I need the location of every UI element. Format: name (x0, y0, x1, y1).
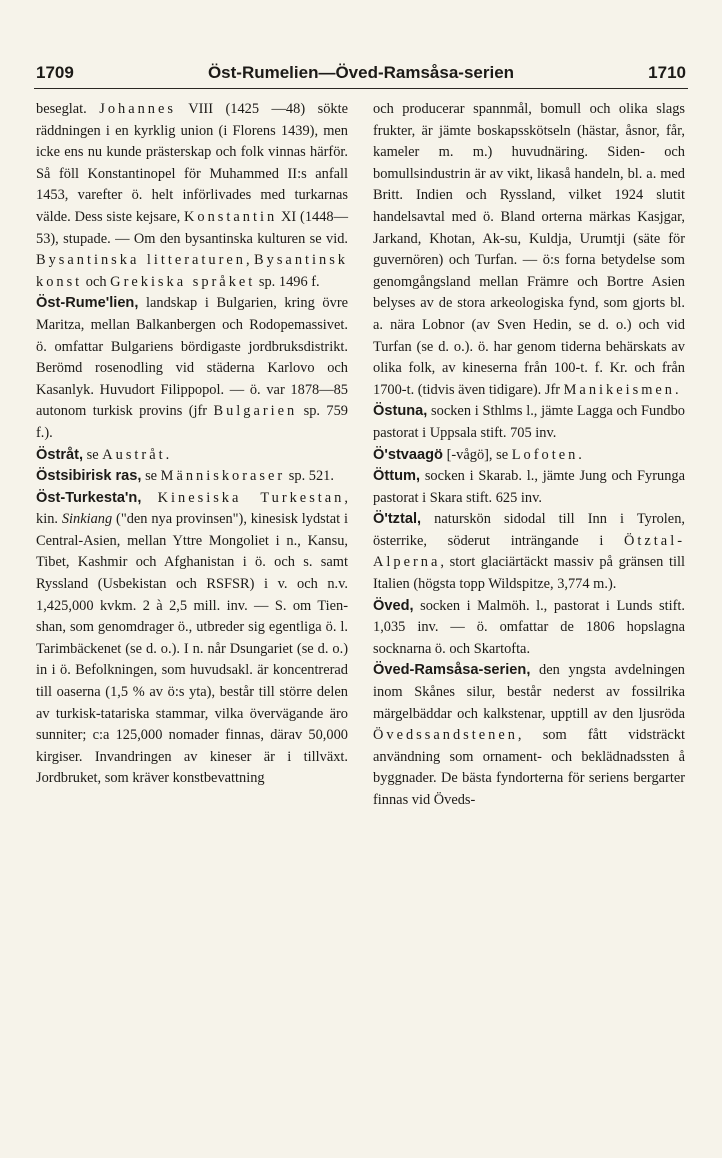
entry-text: och (82, 273, 111, 290)
entry-text: landskap i Bulgarien, kring övre Maritza, mellan Balkanbergen och Rodopemassivet. ö. omfattar Bulgariens bördigaste jordbruksdistrikt. Berömd rosenodling vid städerna Karlovo och Kasanlyk. Huvudort Filippopol. — ö. var 1878—85 autonom turkisk provins (jfr (36, 295, 348, 420)
cross-reference: Bysantinsk konst (36, 252, 348, 290)
entry-oztal (373, 509, 685, 595)
column-left (36, 99, 348, 790)
headword: Öttum, (373, 468, 421, 485)
entry-ost-rumelien (36, 293, 348, 444)
cross-reference: Johannes (99, 101, 176, 117)
entry-text: [-vågö], se (442, 446, 512, 463)
entry-bysantinska-continued (36, 99, 348, 293)
entry-ottum (373, 466, 685, 509)
entry-ost-turkestan (36, 488, 348, 790)
headword: Östuna, (373, 403, 428, 420)
headword: Östsibirisk ras, (36, 468, 142, 485)
cross-reference: Kinesiska Turkestan (157, 489, 345, 506)
entry-text (141, 490, 157, 506)
cross-reference: Grekiska språket (110, 273, 256, 290)
headword: Öved, (373, 597, 414, 614)
headword: Öved-Ramsåsa-serien, (373, 662, 531, 679)
entry-ostsibirisk-ras (36, 466, 348, 488)
entry-oved-ramsasa-serien (373, 660, 685, 811)
cross-reference: Övedssandstenen (373, 727, 518, 744)
entry-ostuna (373, 401, 685, 444)
entry-text: den yngsta avdelningen inom Skånes silur, består nederst av fossilrika märgelbäddar och kalkstenar, upptill av den ljusröda (373, 662, 685, 722)
column-right (373, 99, 685, 812)
entry-text: XI (1448—53), stupade. — Om den bysantinska kulturen se vid. (36, 208, 348, 247)
entry-text: , kin. (36, 489, 348, 528)
headword: Öst-Rume'lien, (36, 295, 139, 312)
entry-text: , (245, 252, 255, 269)
entry-text: ("den nya provinsen"), kinesisk lydstat i Central-Asien, mellan Yttre Mongoliet i n., Kansu, Tibet, Kashmir och Afghanistan i ö. och s. samt Ryssland (Usbekistan och RSFSR) i v. och n.v. 1,425,000 kvkm. 2 à 2,5 mill. inv. — S. om Tien-shan, som genomdrager ö., utbreder sig egentliga ö. l. Tarimbäckenet (se d. o.). I n. når Dsungariet (se d. o.) in i ö. Befolkningen, som huvudsakl. är koncentrerad till oaserna (1,5 % av ö:s yta), består till större delen av turkisk-tatariska stammar, vilka övervägande äro sunniter; c:a 125,000 nomader finnas, därav 50,000 kirgiser. Invandringen av kineser är i tillväxt. Jordbruket, som kräver konstbevattning (36, 511, 348, 787)
entry-text: socken i Skarab. l., jämte Jung och Fyrunga pastorat i Skara stift. 625 inv. (373, 468, 685, 506)
cross-reference: Ötztal-Alperna (373, 532, 685, 571)
headword: Ö'tztal, (373, 511, 422, 528)
entry-text: . (674, 381, 679, 398)
header-rule (34, 88, 688, 89)
entry-text: se (83, 446, 103, 463)
cross-reference: Austråt (102, 446, 166, 463)
entry-text: sp. 521. (285, 468, 334, 485)
entry-text: VIII (1425 —48) sökte räddningen i en kyrklig union (i Florens 1439), men icke ens nu kunde prästerskap och folk vinnas härför. Så föll Konstantinopel för Muhammed II:s anfall 1453, varefter ö. helt införlivades med turkarnas välde. Dess siste kejsare, (36, 101, 348, 225)
cross-reference: Manikeismen (563, 381, 675, 398)
entry-text: se (141, 468, 161, 485)
entry-text: naturskön sidodal till Inn i Tyrolen, österrike, söderut inträngande i (373, 511, 685, 549)
headword: Öst-Turkesta'n, (36, 489, 142, 506)
entry-ostvaago (373, 445, 685, 467)
entry-text: sp. 759 f.). (36, 403, 348, 441)
entry-text: socken i Malmöh. l., pastorat i Lunds stift. 1,035 inv. — ö. omfattar de 1806 hopslagna socknarna ö. och Skartofta. (373, 597, 685, 657)
entry-text: socken i Sthlms l., jämte Lagga och Fundbo pastorat i Uppsala stift. 705 inv. (373, 403, 685, 441)
page-number-right: 1710 (648, 63, 686, 82)
entry-ostrat (36, 445, 348, 467)
entry-text: . (165, 446, 170, 463)
page-number-left: 1709 (36, 63, 74, 82)
entry-text: , stort glaciärtäckt massiv på gränsen till Italien (högsta topp Wildspitze, 3,774 m.). (373, 554, 685, 593)
entry-text: . (578, 446, 582, 463)
page-header (36, 58, 686, 88)
italic-term: Sinkiang (61, 511, 113, 528)
running-title: Öst-Rumelien—Öved-Ramsåsa-serien (207, 63, 515, 82)
cross-reference: Lofoten (511, 446, 579, 463)
cross-reference: Konstantin (184, 208, 278, 225)
entry-text: och producerar spannmål, bomull och olika slags frukter, är jämte boskapsskötseln (hästar, åsnor, får, kameler m. m.) huvudnäring. Siden- och bomullsindustrin är av vikt, likaså handeln, bl. a. med Britt. Indien och Ryssland, vilket 1924 slutit handelsavtal med ö. Bland orterna märkas Kasjgar, Jarkand, Khotan, Ak-su, Kuldja, Urumtji (säte för guvernören) och Turfan. — ö:s forna betydelse som genomgångsland mellan Främre och Bortre Asien belyses av de stora arkeologiska fynd, som gjorts bl. a. nära Lobnor (av Sven Hedin, se d. o.) och vid Turfan (se d. o.). ö. har genom tiderna behärskats av olika folk, av kineserna från 100-t. f. Kr. och från 1700-t. (tidvis även tidigare). Jfr (373, 101, 685, 398)
headword: Ö'stvaagö (373, 446, 443, 463)
cross-reference: Bulgarien (213, 403, 298, 420)
entry-text: sp. 1496 f. (255, 273, 320, 290)
entry-text: beseglat. (36, 101, 100, 117)
entry-ost-turkestan-continued (373, 99, 685, 401)
entry-text: , som fått vidsträckt användning som ornament- och beklädnadssten å byggnader. De bästa fyndorterna för seriens bergarter finnas vid Öveds- (373, 727, 685, 808)
cross-reference: Människoraser (160, 468, 286, 485)
headword: Östråt, (36, 446, 84, 463)
entry-oved (373, 596, 685, 661)
cross-reference: Bysantinska litteraturen (36, 252, 246, 269)
